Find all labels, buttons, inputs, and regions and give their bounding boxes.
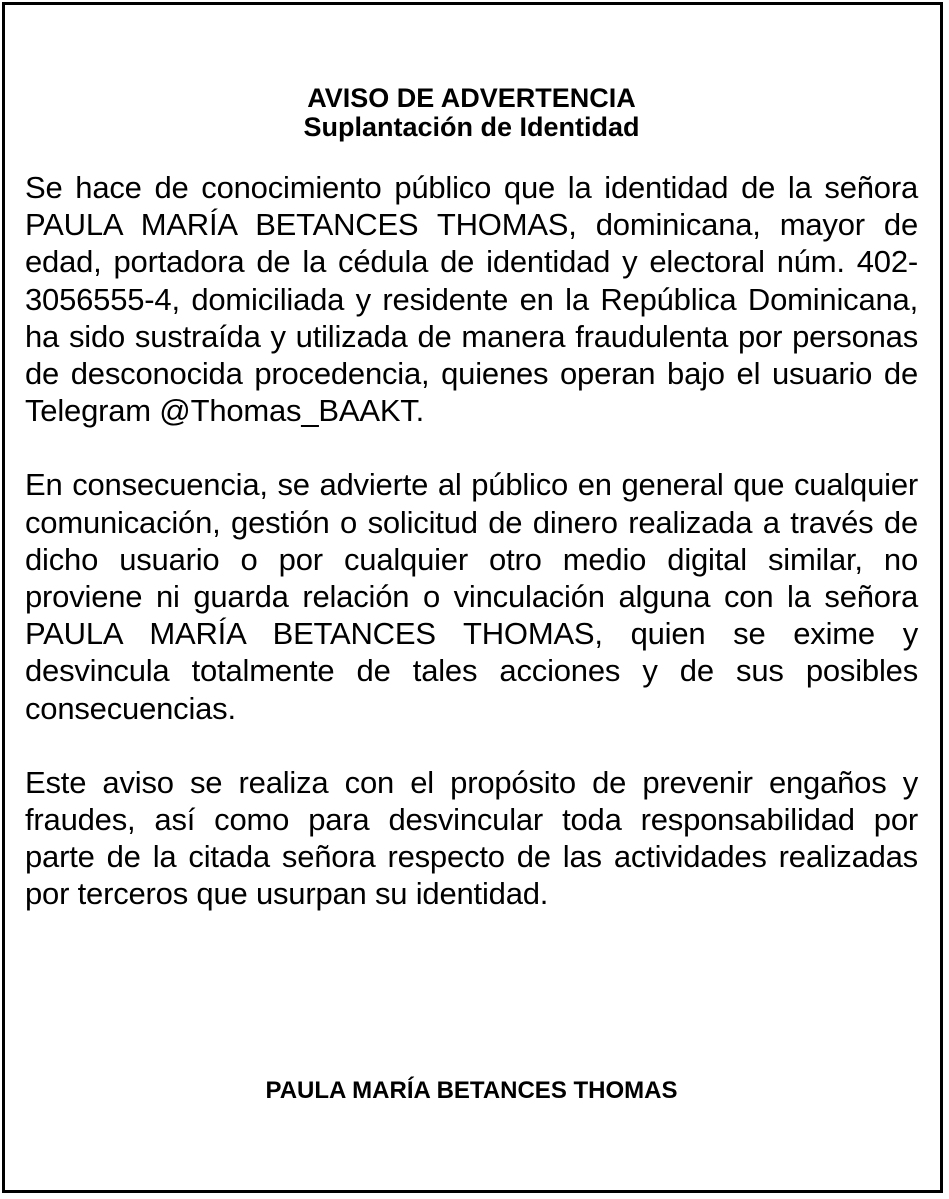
signature-name: PAULA MARÍA BETANCES THOMAS [265, 1077, 678, 1104]
notice-header [25, 84, 918, 142]
paragraph-public-warning: En consecuencia, se advierte al público en general que cualquier comunicación, gestión o solicitud de dinero realizada a través de dicho usuario o por cualquier otro medio digital similar, no proviene ni guarda relación o vinculación alguna con la señora PAULA MARÍA BETANCES THOMAS, quien se exime y desvincula totalmente de tales acciones y de sus posibles consecuencias. [25, 467, 918, 726]
notice-title: AVISO DE ADVERTENCIA [307, 83, 636, 113]
paragraph-identity-theft: Se hace de conocimiento público que la identidad de la señora PAULA MARÍA BETANCES THOMAS, dominicana, mayor de edad, portadora de la cédula de identidad y electoral núm. 402-3056555-4, domiciliada y residente en la República Dominicana, ha sido sustraída y utilizada de manera fraudulenta por personas de desconocida procedencia, quienes operan bajo el usuario de Telegram @Thomas_BAAKT. [25, 170, 918, 429]
notice-subtitle: Suplantación de Identidad [303, 112, 640, 142]
paragraph-purpose: Este aviso se realiza con el propósito de prevenir engaños y fraudes, así como para desvincular toda responsabilidad por parte de la citada señora respecto de las actividades realizadas por terceros que usurpan su identidad. [25, 764, 918, 912]
notice-body [25, 80, 918, 913]
